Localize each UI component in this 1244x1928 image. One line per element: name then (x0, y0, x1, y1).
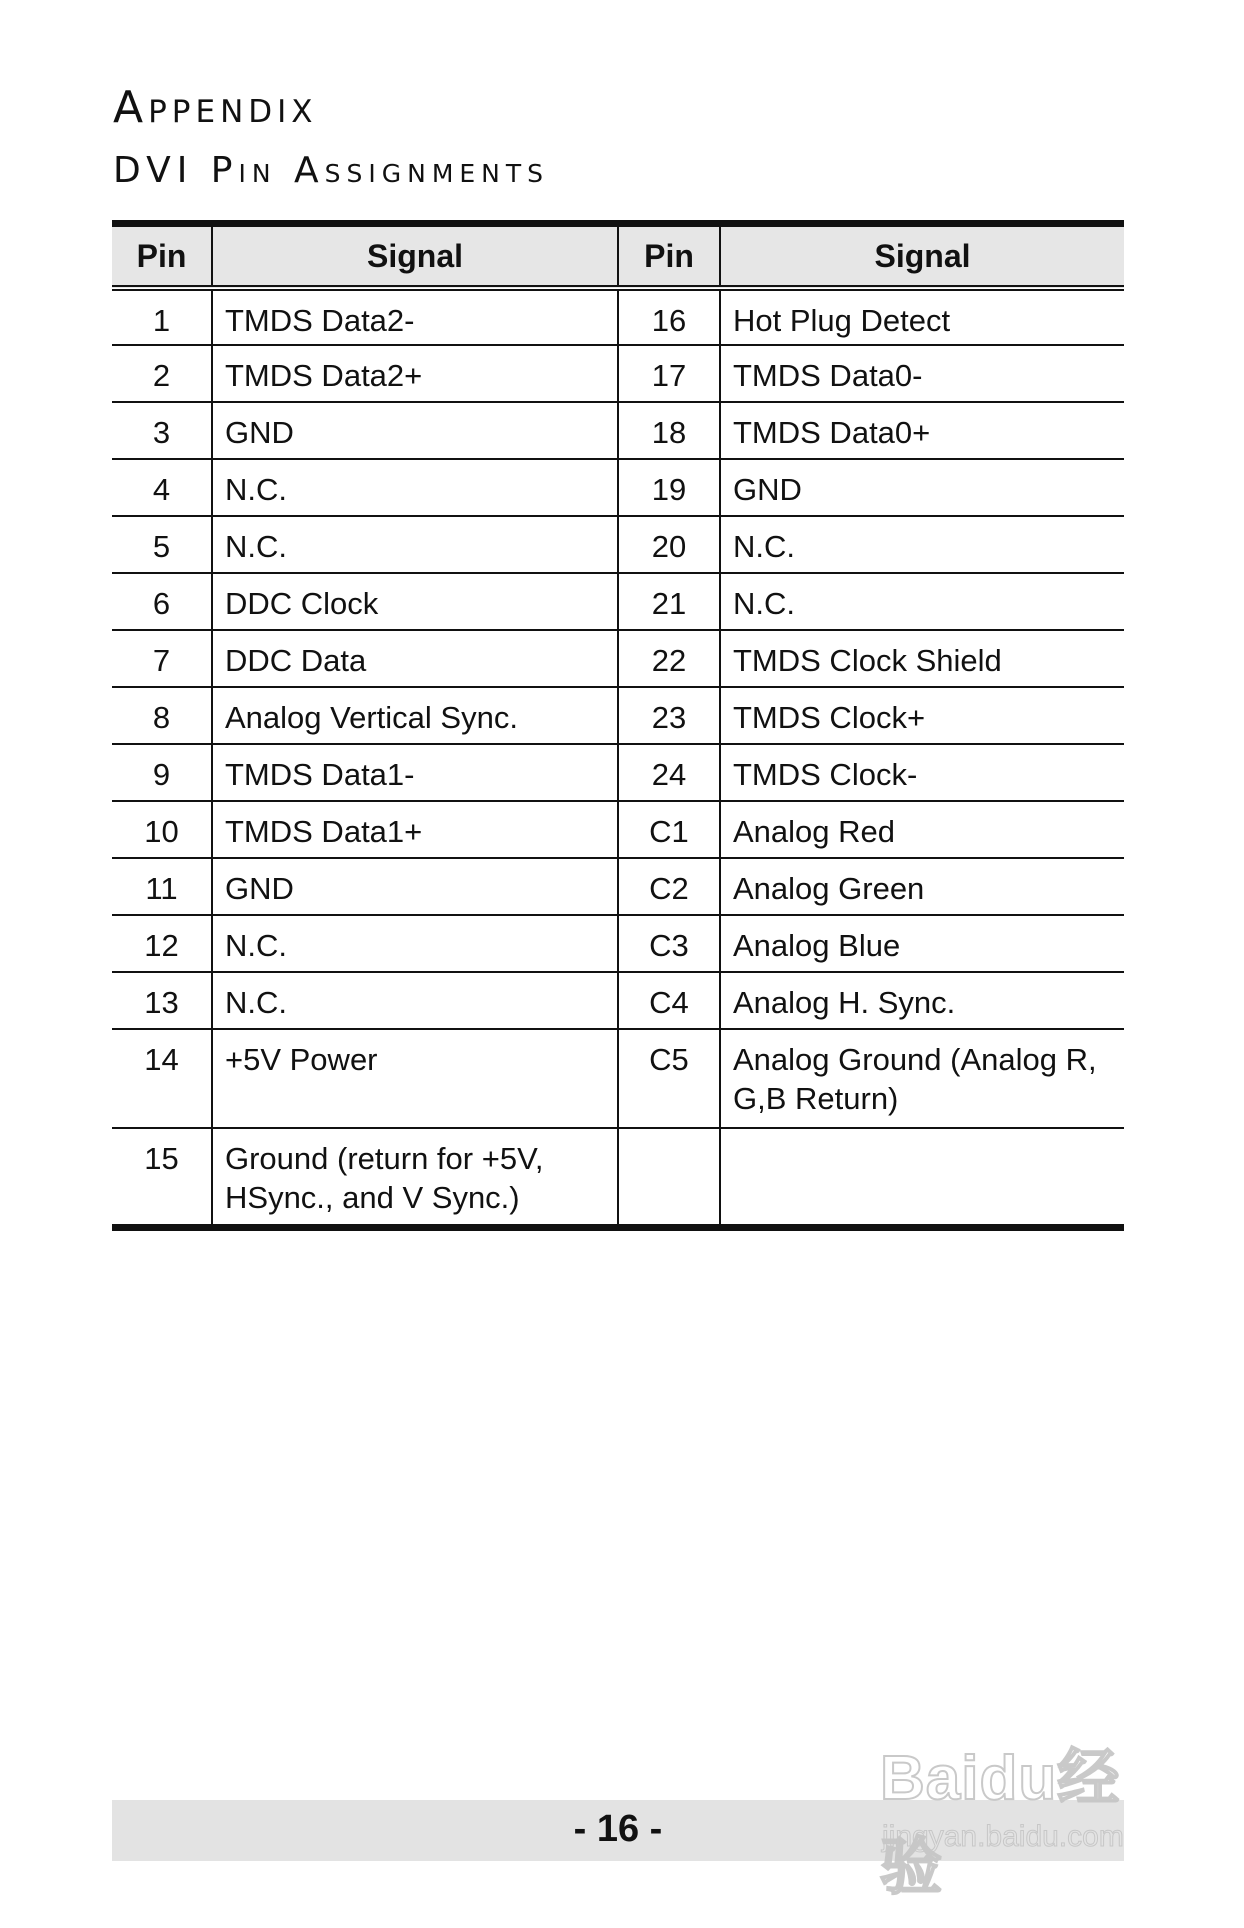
signal-cell-left: Ground (return for +5V, HSync., and V Sync.) (212, 1128, 618, 1227)
signal-cell-right (720, 1128, 1124, 1227)
section-heading: DVI Pin Assignments (113, 150, 550, 191)
pin-cell-left: 8 (112, 687, 212, 744)
pin-cell-right: C2 (618, 858, 720, 915)
pin-cell-right: 19 (618, 459, 720, 516)
pin-cell-left: 12 (112, 915, 212, 972)
pin-cell-left: 11 (112, 858, 212, 915)
signal-cell-right: Analog H. Sync. (720, 972, 1124, 1029)
pin-cell-right: 22 (618, 630, 720, 687)
page-number: - 16 - (573, 1808, 663, 1850)
table-body (112, 288, 1124, 1227)
table-row (112, 1128, 1124, 1227)
watermark-logo: Baidu经验 (880, 1744, 1121, 1902)
header-signal-right: Signal (720, 224, 1124, 289)
table-header (112, 224, 1124, 289)
table-row (112, 1029, 1124, 1128)
pin-cell-left: 5 (112, 516, 212, 573)
table-row (112, 459, 1124, 516)
signal-cell-right: Analog Green (720, 858, 1124, 915)
pin-cell-left: 3 (112, 402, 212, 459)
pin-cell-right: 16 (618, 288, 720, 345)
pin-cell-left: 14 (112, 1029, 212, 1128)
pin-cell-right: 18 (618, 402, 720, 459)
table-row (112, 516, 1124, 573)
signal-cell-left: GND (212, 402, 618, 459)
signal-cell-right: TMDS Data0+ (720, 402, 1124, 459)
signal-cell-right: TMDS Clock Shield (720, 630, 1124, 687)
signal-cell-left: N.C. (212, 516, 618, 573)
signal-cell-right: Analog Red (720, 801, 1124, 858)
watermark (880, 1728, 1170, 1902)
pin-cell-left: 2 (112, 345, 212, 402)
header-row (112, 224, 1124, 289)
pin-cell-right: C4 (618, 972, 720, 1029)
pin-cell-left: 6 (112, 573, 212, 630)
header-pin-right: Pin (618, 224, 720, 289)
pin-cell-right: 17 (618, 345, 720, 402)
table-row (112, 402, 1124, 459)
pin-cell-left: 7 (112, 630, 212, 687)
pin-assignment-table (112, 220, 1124, 1231)
signal-cell-left: GND (212, 858, 618, 915)
header-pin-left: Pin (112, 224, 212, 289)
table-row (112, 573, 1124, 630)
pin-cell-left: 13 (112, 972, 212, 1029)
pin-cell-right: 20 (618, 516, 720, 573)
table-row (112, 288, 1124, 345)
signal-cell-right: Analog Blue (720, 915, 1124, 972)
signal-cell-left: DDC Data (212, 630, 618, 687)
signal-cell-left: DDC Clock (212, 573, 618, 630)
signal-cell-left: TMDS Data2- (212, 288, 618, 345)
pin-cell-left: 10 (112, 801, 212, 858)
table-row (112, 687, 1124, 744)
signal-cell-right: TMDS Data0- (720, 345, 1124, 402)
signal-cell-right: Hot Plug Detect (720, 288, 1124, 345)
signal-cell-left: N.C. (212, 972, 618, 1029)
table-row (112, 972, 1124, 1029)
table-row (112, 345, 1124, 402)
signal-cell-right: Analog Ground (Analog R, G,B Return) (720, 1029, 1124, 1128)
pin-cell-right: 21 (618, 573, 720, 630)
pin-cell-left: 9 (112, 744, 212, 801)
pin-cell-right (618, 1128, 720, 1227)
table-row (112, 858, 1124, 915)
signal-cell-right: N.C. (720, 516, 1124, 573)
table-row (112, 630, 1124, 687)
pin-cell-right: C3 (618, 915, 720, 972)
table-row (112, 915, 1124, 972)
signal-cell-right: N.C. (720, 573, 1124, 630)
page-heading: Appendix (113, 82, 318, 133)
header-signal-left: Signal (212, 224, 618, 289)
watermark-url: jingyan.baidu.com (882, 1820, 1124, 1853)
signal-cell-left: TMDS Data1- (212, 744, 618, 801)
pin-cell-left: 4 (112, 459, 212, 516)
signal-cell-left: TMDS Data1+ (212, 801, 618, 858)
pin-cell-right: 23 (618, 687, 720, 744)
signal-cell-left: +5V Power (212, 1029, 618, 1128)
signal-cell-left: Analog Vertical Sync. (212, 687, 618, 744)
pin-cell-right: C1 (618, 801, 720, 858)
pin-cell-right: C5 (618, 1029, 720, 1128)
table-row (112, 744, 1124, 801)
pin-cell-right: 24 (618, 744, 720, 801)
table-row (112, 801, 1124, 858)
pin-cell-left: 1 (112, 288, 212, 345)
pin-cell-left: 15 (112, 1128, 212, 1227)
signal-cell-left: N.C. (212, 459, 618, 516)
signal-cell-right: GND (720, 459, 1124, 516)
signal-cell-right: TMDS Clock+ (720, 687, 1124, 744)
signal-cell-right: TMDS Clock- (720, 744, 1124, 801)
signal-cell-left: TMDS Data2+ (212, 345, 618, 402)
signal-cell-left: N.C. (212, 915, 618, 972)
